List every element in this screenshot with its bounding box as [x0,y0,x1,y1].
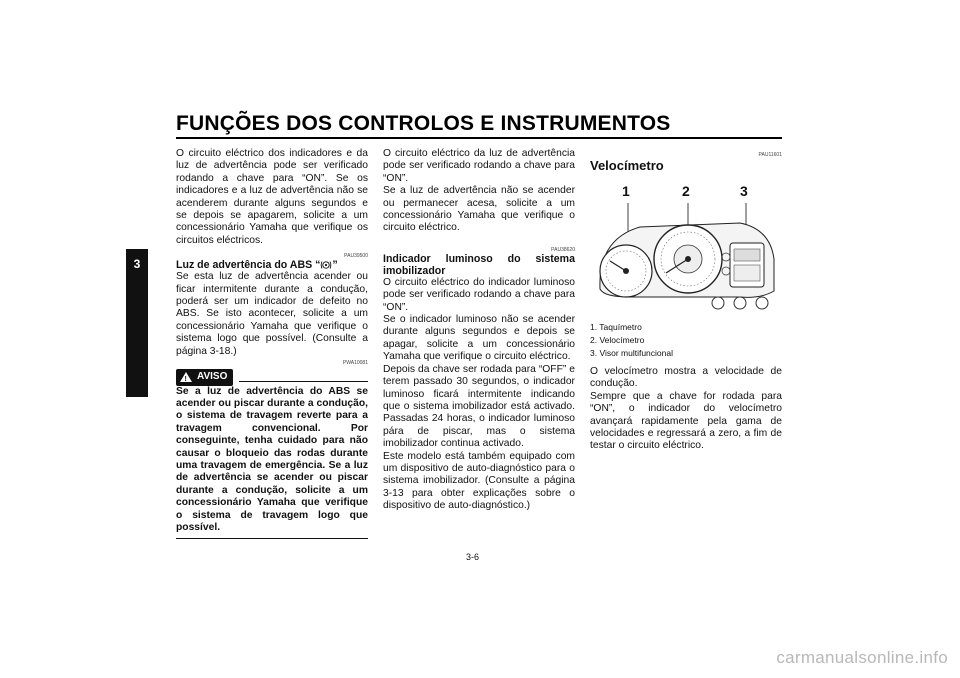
speedometer-paragraph-2: Sempre que a chave for rodada para “ON”, o indicador do velocímetro avançará rapidamente pela gama de velocidades e regressará a zero, a fim de testar o circuito eléctrico. [590,390,782,452]
abs-warning-icon [320,260,332,270]
notice-badge [176,369,233,385]
col2-paragraph-1: O circuito eléctrico da luz de advertência pode ser verificado rodando a chave para “ON”. [383,148,575,184]
callout-2: 2 [682,183,690,199]
column-3 [590,148,782,453]
caption-item: 2. Velocímetro [590,335,645,345]
caption-item: 3. Visor multifuncional [590,348,673,358]
chapter-number: 3 [133,257,141,271]
section-code: PAU39500 [344,253,368,260]
callout-3: 3 [740,183,748,199]
abs-heading-close: ” [332,259,338,272]
immobilizer-paragraph-1: O circuito eléctrico do indicador luminoso pode ser verificado rodando a chave para “ON”. [383,276,575,313]
instrument-figure [590,177,782,317]
notice-rule [239,381,368,382]
notice-code: PWA10081 [342,360,368,367]
page-title: FUNÇÕES DOS CONTROLOS E INSTRUMENTOS [176,112,671,135]
notice-end-rule [176,538,368,539]
page-number: 3-6 [466,552,480,562]
immobilizer-paragraph-4: Este modelo está também equipado com um dispositivo de auto-diagnóstico para o sistema imobilizador. (Consulte a página 3-13 para obter explicações sobre o dispositivo de auto-diagnóstico.) [383,450,575,512]
speedometer-code: PAU11601 [758,152,782,158]
speedometer-paragraph-1: O velocímetro mostra a velocidade de condução. [590,366,782,390]
notice-text: Se a luz de advertência do ABS se acender ou piscar durante a condução, o sistema de travagem reverte para a travagem convencional. Por conseguinte, tenha cuidado para não causar o bloqueio das rodas durante uma travagem de emergência. Se a luz de advertência se acender ou piscar durante a condução, solicite a um concessionário Yamaha que verifique o sistema de travagem logo que possível. [176,385,368,533]
immobilizer-heading: Indicador luminoso do sistema imobilizador [383,252,575,277]
chapter-tab [126,249,148,397]
col2-paragraph-2: Se a luz de advertência não se acender ou permanecer acesa, solicite a um concessionário Yamaha que verifique o circuito eléctrico. [383,185,575,234]
notice-row [176,369,368,385]
callout-1: 1 [622,183,630,199]
figure-captions [590,321,782,360]
abs-paragraph: Se esta luz de advertência acender ou ficar intermitente durante a condução, poderá ser um indicador de defeito no ABS. Se isto acontecer, solicite a um concessionário Yamaha que verifique o sistema logo que possível. (Consulte a página 3-18.) [176,271,368,357]
speedometer-heading: Velocímetro [590,158,664,173]
abs-heading [176,259,368,271]
immobilizer-paragraph-3: Depois da chave ser rodada para “OFF” e terem passado 30 segundos, o indicador luminoso ficará intermitente indicando que o sistema imobilizador está activado. Passadas 24 horas, o indicador luminoso pára de piscar, mas o sistema imobilizador continua activado. [383,363,575,450]
instrument-cluster-illustration [590,199,782,317]
abs-heading-text: Luz de advertência do ABS “ [176,259,321,272]
intro-paragraph: O circuito eléctrico dos indicadores e da luz de advertência pode ser verificado rodando a chave para “ON”. Se os indicadores e a luz de advertência não se acenderem durante alguns segundos e se depois se apagarem, solicite a um concessionário Yamaha que verifique os circuitos eléctricos. [176,148,368,246]
notice-label: AVISO [197,371,228,383]
immobilizer-code: PAU38620 [551,246,575,253]
column-2 [383,148,575,513]
title-rule [176,137,782,139]
immobilizer-paragraph-2: Se o indicador luminoso não se acender durante alguns segundos e depois se apagar, solicite a um concessionário Yamaha que verifique o circuito eléctrico. [383,314,575,363]
caption-item: 1. Taquímetro [590,322,642,332]
warning-triangle-icon: ! [180,372,192,382]
watermark: carmanualsonline.info [776,648,948,667]
column-1 [176,148,368,539]
